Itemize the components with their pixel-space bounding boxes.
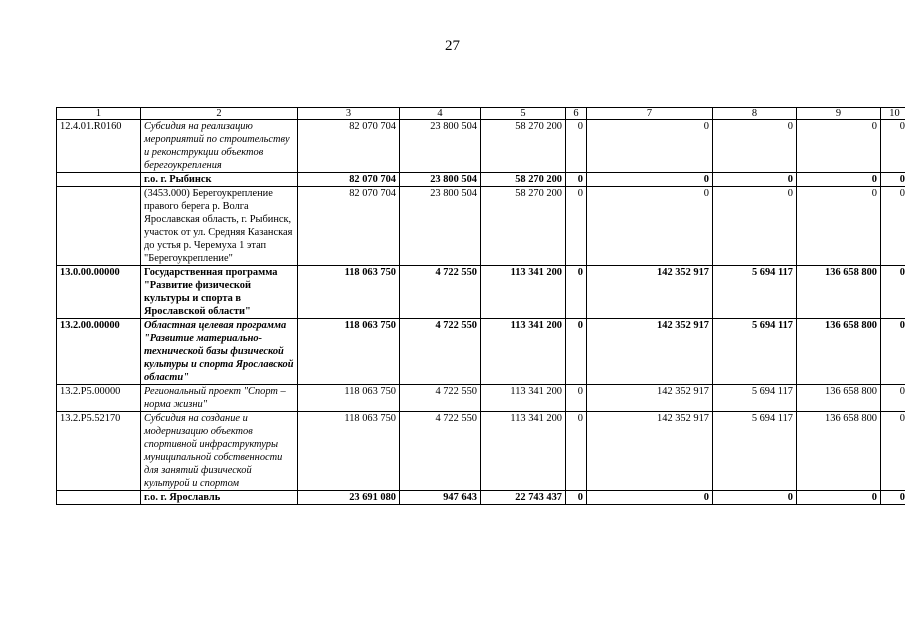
table-row [57,385,905,412]
row-name: Субсидия на создание и модернизацию объектов спортивной инфраструктуры муниципальной собственности для занятий физической культурой и спортом [141,412,298,491]
amount-col-8: 5 694 117 [713,266,797,319]
amount-col-4: 23 800 504 [400,187,481,266]
amount-col-8: 0 [713,187,797,266]
amount-col-10: 0 [881,173,905,187]
table-row [57,491,905,505]
amount-col-10: 0 [881,385,905,412]
amount-col-8: 0 [713,491,797,505]
amount-col-3: 23 691 080 [298,491,400,505]
amount-col-9: 136 658 800 [797,385,881,412]
amount-col-5: 22 743 437 [481,491,566,505]
amount-col-4: 23 800 504 [400,120,481,173]
amount-col-7: 142 352 917 [587,319,713,385]
amount-col-8: 0 [713,120,797,173]
amount-col-10: 0 [881,187,905,266]
amount-col-8: 5 694 117 [713,319,797,385]
row-code [57,187,141,266]
amount-col-5: 58 270 200 [481,187,566,266]
amount-col-6: 0 [566,491,587,505]
row-name: г.о. г. Рыбинск [141,173,298,187]
amount-col-4: 23 800 504 [400,173,481,187]
column-header: 5 [481,108,566,120]
amount-col-7: 0 [587,491,713,505]
column-header: 6 [566,108,587,120]
amount-col-9: 0 [797,187,881,266]
row-code: 13.2.P5.00000 [57,385,141,412]
amount-col-4: 4 722 550 [400,319,481,385]
amount-col-9: 0 [797,491,881,505]
amount-col-7: 0 [587,173,713,187]
amount-col-10: 0 [881,491,905,505]
amount-col-9: 136 658 800 [797,319,881,385]
amount-col-5: 58 270 200 [481,120,566,173]
amount-col-3: 118 063 750 [298,385,400,412]
amount-col-4: 4 722 550 [400,385,481,412]
column-header: 3 [298,108,400,120]
amount-col-7: 0 [587,120,713,173]
amount-col-7: 142 352 917 [587,412,713,491]
amount-col-3: 82 070 704 [298,187,400,266]
row-code: 13.0.00.00000 [57,266,141,319]
amount-col-3: 118 063 750 [298,266,400,319]
amount-col-6: 0 [566,173,587,187]
amount-col-10: 0 [881,266,905,319]
column-number-row [57,108,905,120]
amount-col-5: 58 270 200 [481,173,566,187]
amount-col-5: 113 341 200 [481,266,566,319]
table-row [57,187,905,266]
amount-col-9: 136 658 800 [797,266,881,319]
column-header: 8 [713,108,797,120]
amount-col-7: 142 352 917 [587,266,713,319]
amount-col-7: 0 [587,187,713,266]
table-row [57,412,905,491]
row-code [57,491,141,505]
column-header: 9 [797,108,881,120]
amount-col-9: 136 658 800 [797,412,881,491]
table-row [57,319,905,385]
row-name: Государственная программа "Развитие физической культуры и спорта в Ярославской области" [141,266,298,319]
table-row [57,266,905,319]
amount-col-4: 947 643 [400,491,481,505]
amount-col-5: 113 341 200 [481,319,566,385]
amount-col-5: 113 341 200 [481,385,566,412]
amount-col-6: 0 [566,319,587,385]
column-header: 7 [587,108,713,120]
amount-col-9: 0 [797,173,881,187]
amount-col-6: 0 [566,412,587,491]
amount-col-10: 0 [881,319,905,385]
amount-col-3: 118 063 750 [298,319,400,385]
column-header: 10 [881,108,905,120]
column-header: 1 [57,108,141,120]
row-name: (3453.000) Берегоукрепление правого берега р. Волга Ярославская область, г. Рыбинск, участок от ул. Средняя Казанская до устья р. Черемуха 1 этап "Берегоукрепление" [141,187,298,266]
amount-col-6: 0 [566,385,587,412]
amount-col-4: 4 722 550 [400,412,481,491]
amount-col-7: 142 352 917 [587,385,713,412]
amount-col-6: 0 [566,266,587,319]
row-name: г.о. г. Ярославль [141,491,298,505]
amount-col-8: 5 694 117 [713,385,797,412]
row-name: Субсидия на реализацию мероприятий по строительству и реконструкции объектов берегоукрепления [141,120,298,173]
amount-col-10: 0 [881,412,905,491]
amount-col-10: 0 [881,120,905,173]
amount-col-6: 0 [566,120,587,173]
page-number: 27 [445,38,460,54]
amount-col-8: 5 694 117 [713,412,797,491]
amount-col-3: 82 070 704 [298,120,400,173]
row-name: Региональный проект "Спорт – норма жизни" [141,385,298,412]
amount-col-4: 4 722 550 [400,266,481,319]
row-code: 13.2.00.00000 [57,319,141,385]
amount-col-8: 0 [713,173,797,187]
amount-col-3: 82 070 704 [298,173,400,187]
row-code [57,173,141,187]
column-header: 4 [400,108,481,120]
row-name: Областная целевая программа "Развитие материально-технической базы физической культуры и спорта Ярославской области" [141,319,298,385]
amount-col-3: 118 063 750 [298,412,400,491]
column-header: 2 [141,108,298,120]
amount-col-9: 0 [797,120,881,173]
budget-table [56,107,905,505]
row-code: 13.2.P5.52170 [57,412,141,491]
table-row [57,173,905,187]
amount-col-5: 113 341 200 [481,412,566,491]
amount-col-6: 0 [566,187,587,266]
row-code: 12.4.01.R0160 [57,120,141,173]
table-row [57,120,905,173]
